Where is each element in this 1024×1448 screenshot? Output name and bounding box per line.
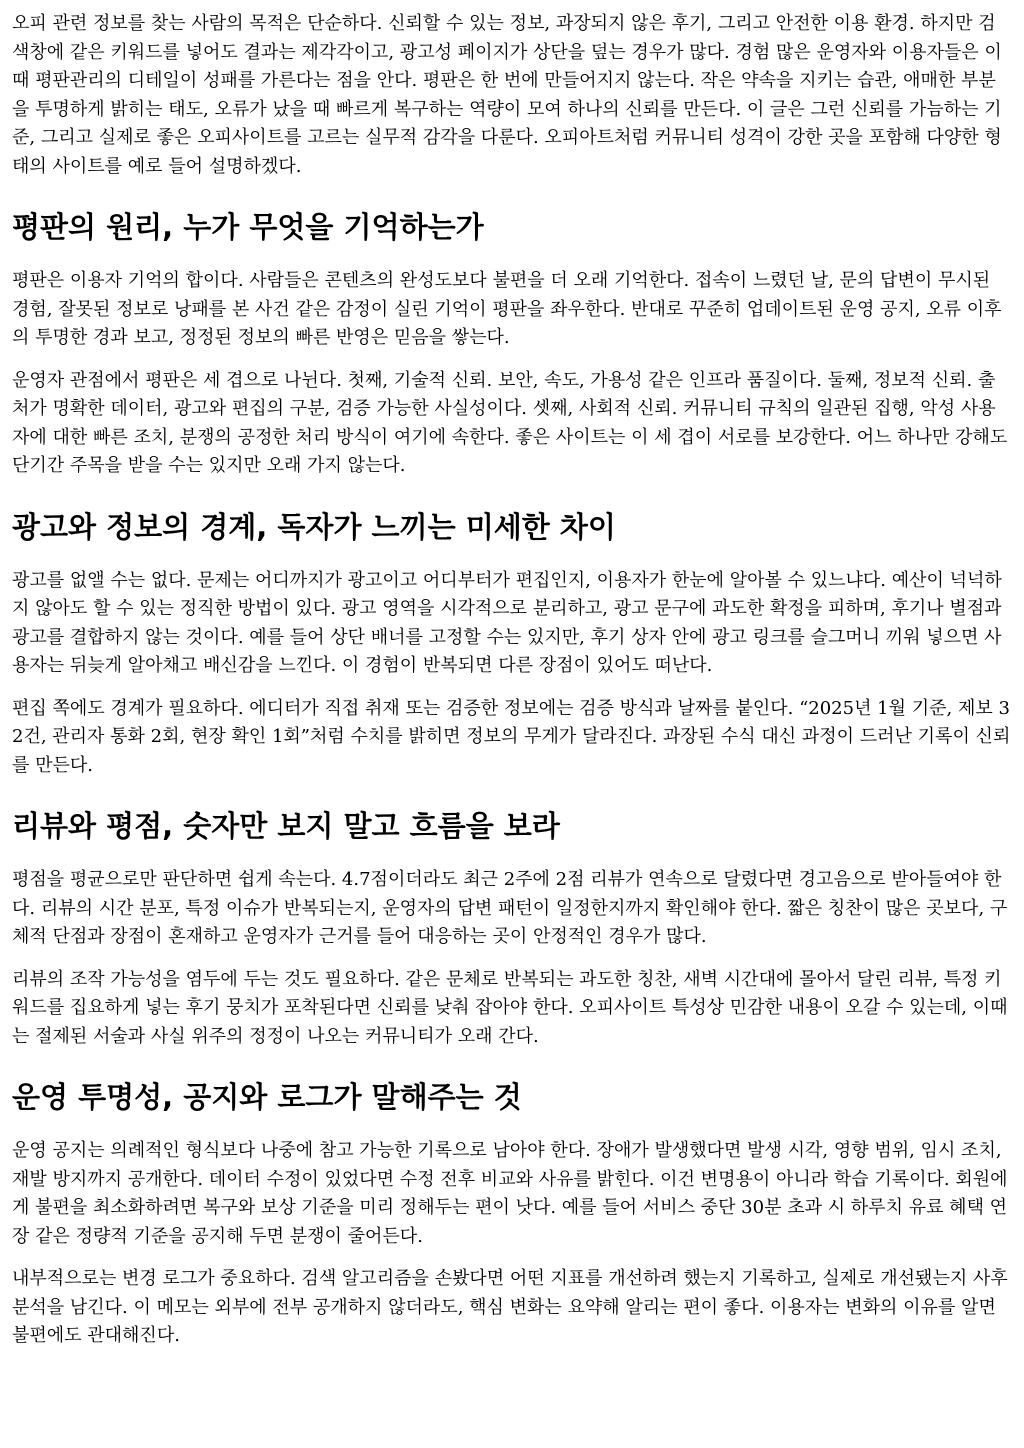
section-heading: 리뷰와 평점, 숫자만 보지 말고 흐름을 보라 — [12, 809, 560, 843]
body-paragraph: 평판은 이용자 기억의 합이다. 사람들은 콘텐츠의 완성도보다 불편을 더 오래 기억한다. 접속이 느렸던 날, 문의 답변이 무시된 경험, 잘못된 정보로 낭패를 본 사건 같은 감정이 실린 기억이 평판을 좌우한다. 반대로 꾸준히 업데이트된 운영 공지, 오류 이후의 투명한 경과 보고, 정정된 정보의 빠른 반영은 믿음을 쌓는다. — [12, 270, 1002, 348]
body-paragraph: 내부적으로는 변경 로그가 중요하다. 검색 알고리즘을 손봤다면 어떤 지표를 개선하려 했는지 기록하고, 실제로 개선됐는지 사후 분석을 남긴다. 이 메모는 외부에 전부 공개하지 않더라도, 핵심 변화는 요약해 알리는 편이 좋다. 이용자는 변화의 이유를 알면 불편에도 관대해진다. — [12, 1268, 1008, 1346]
section-reputation-principle — [12, 209, 1012, 481]
body-paragraph: 운영 공지는 의례적인 형식보다 나중에 참고 가능한 기록으로 남아야 한다. 장애가 발생했다면 발생 시각, 영향 범위, 임시 조치, 재발 방지까지 공개한다. 데이터 수정이 있었다면 수정 전후 비교와 사유를 밝힌다. 이건 변명용이 아니라 학습 기록이다. 회원에게 불편을 최소화하려면 복구와 보상 기준을 미리 정해두는 편이 낫다. 예를 들어 서비스 중단 30분 초과 시 하루치 유료 혜택 연장 같은 정량적 기준을 공지해 두면 분쟁이 줄어든다. — [12, 1140, 1008, 1247]
body-paragraph: 광고를 없앨 수는 없다. 문제는 어디까지가 광고이고 어디부터가 편집인지, 이용자가 한눈에 알아볼 수 있느냐다. 예산이 넉넉하지 않아도 할 수 있는 정직한 방법이 있다. 광고 영역을 시각적으로 분리하고, 광고 문구에 과도한 확정을 피하며, 후기나 별점과 광고를 결합하지 않는 것이다. 예를 들어 상단 배너를 고정할 수는 있지만, 후기 상자 안에 광고 링크를 슬그머니 끼워 넣으면 사용자는 뒤늦게 알아채고 배신감을 느낀다. 이 경험이 반복되면 다른 장점이 있어도 떠난다. — [12, 569, 1002, 676]
section-operational-transparency — [12, 1079, 1012, 1351]
section-heading: 광고와 정보의 경계, 독자가 느끼는 미세한 차이 — [12, 509, 616, 544]
section-heading: 운영 투명성, 공지와 로그가 말해주는 것 — [12, 1080, 522, 1114]
intro-paragraph: 오피 관련 정보를 찾는 사람의 목적은 단순하다. 신뢰할 수 있는 정보, 과장되지 않은 후기, 그리고 안전한 이용 환경. 하지만 검색창에 같은 키워드를 넣어도 결과는 제각각이고, 광고성 페이지가 상단을 덮는 경우가 많다. 경험 많은 운영자와 이용자들은 이때 평판관리의 디테일이 성패를 가른다는 점을 안다. 평판은 한 번에 만들어지지 않는다. 작은 약속을 지키는 습관, 애매한 부분을 투명하게 밝히는 태도, 오류가 났을 때 빠르게 복구하는 역량이 모여 하나의 신뢰를 만든다. 이 글은 그런 신뢰를 가늠하는 기준, 그리고 실제로 좋은 오피사이트를 고르는 실무적 감각을 다룬다. 오피아트처럼 커뮤니티 성격이 강한 곳을 포함해 다양한 형태의 사이트를 예로 들어 설명하겠다. — [12, 13, 1002, 177]
section-heading: 평판의 원리, 누가 무엇을 기억하는가 — [12, 210, 484, 244]
section-ad-vs-info — [12, 509, 1012, 781]
section-reviews-ratings — [12, 808, 1012, 1051]
body-paragraph: 평점을 평균으로만 판단하면 쉽게 속는다. 4.7점이더라도 최근 2주에 2점 리뷰가 연속으로 달렸다면 경고음으로 받아들여야 한다. 리뷰의 시간 분포, 특정 이슈가 반복되는지, 운영자의 답변 패턴이 일정한지까지 확인해야 한다. 짧은 칭찬이 많은 곳보다, 구체적 단점과 장점이 혼재하고 운영자가 근거를 들어 대응하는 곳이 안정적인 경우가 많다. — [12, 869, 1008, 947]
body-paragraph: 리뷰의 조작 가능성을 염두에 두는 것도 필요하다. 같은 문체로 반복되는 과도한 칭찬, 새벽 시간대에 몰아서 달린 리뷰, 특정 키워드를 집요하게 넣는 후기 뭉치가 포착된다면 신뢰를 낮춰 잡아야 한다. 오피사이트 특성상 민감한 내용이 오갈 수 있는데, 이때는 절제된 서술과 사실 위주의 정정이 나오는 커뮤니티가 오래 간다. — [12, 968, 1008, 1047]
body-paragraph: 운영자 관점에서 평판은 세 겹으로 나뉜다. 첫째, 기술적 신뢰. 보안, 속도, 가용성 같은 인프라 품질이다. 둘째, 정보적 신뢰. 출처가 명확한 데이터, 광고와 편집의 구분, 검증 가능한 사실성이다. 셋째, 사회적 신뢰. 커뮤니티 규칙의 일관된 집행, 악성 사용자에 대한 빠른 조치, 분쟁의 공정한 처리 방식이 여기에 속한다. 좋은 사이트는 이 세 겹이 서로를 보강한다. 어느 하나만 강해도 단기간 주목을 받을 수는 있지만 오래 가지 않는다. — [12, 369, 1008, 476]
body-paragraph: 편집 쪽에도 경계가 필요하다. 에디터가 직접 취재 또는 검증한 정보에는 검증 방식과 날짜를 붙인다. “2025년 1월 기준, 제보 32건, 관리자 통화 2회, 현장 확인 1회”처럼 수치를 밝히면 정보의 무게가 달라진다. 과장된 수식 대신 과정이 드러난 기록이 신뢰를 만든다. — [12, 697, 1011, 776]
